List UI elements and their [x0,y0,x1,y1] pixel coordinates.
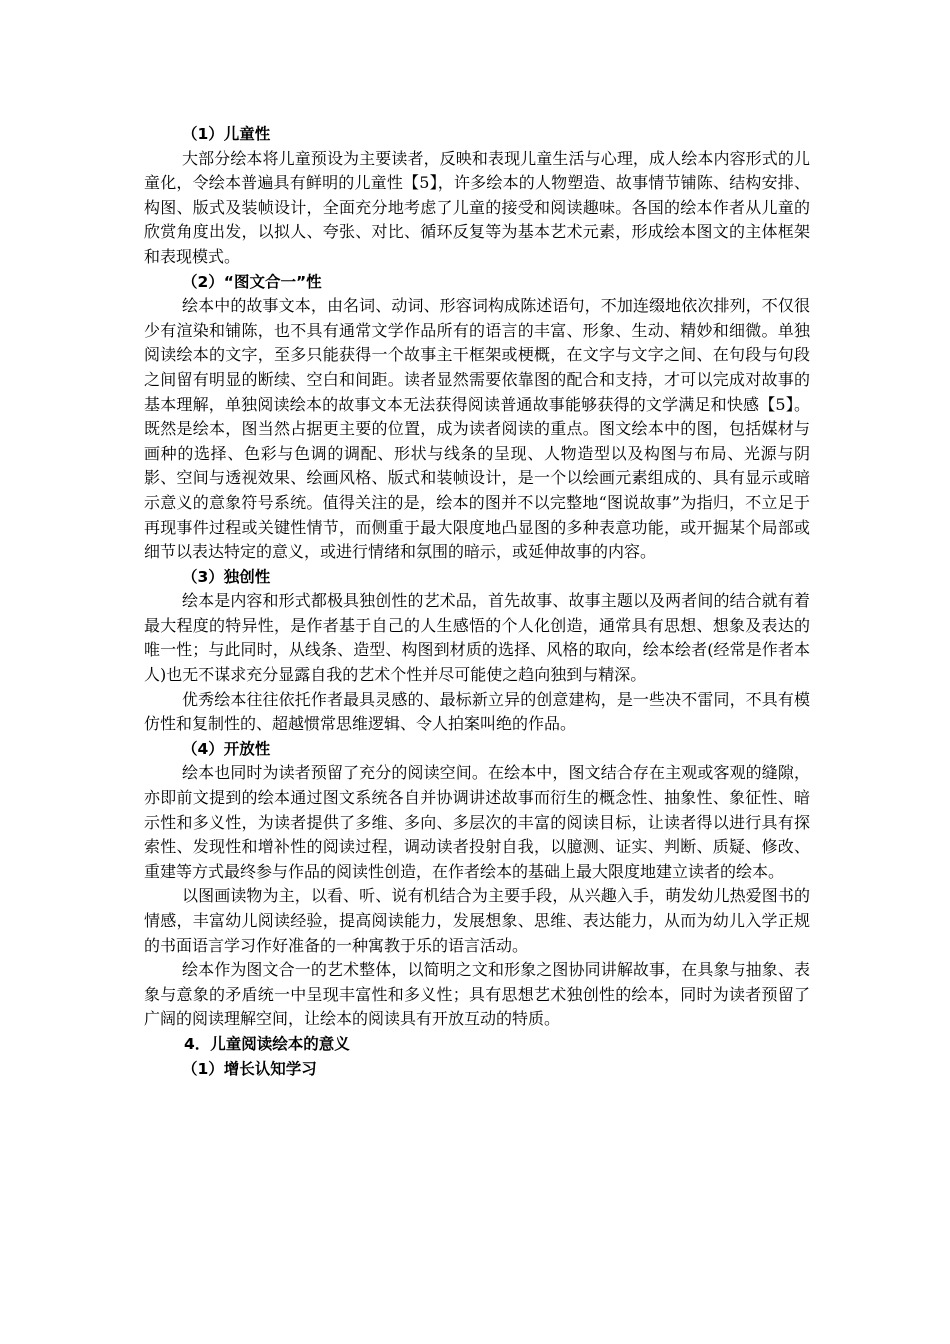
subheading-text-image-unity: （2）“图文合一”性 [182,272,322,291]
subheading-originality: （3）独创性 [182,567,271,586]
paragraph-openness-1: 绘本也同时为读者预留了充分的阅读空间。在绘本中，图文结合存在主观或客观的缝隙，亦即前文提到的绘本通过图文系统各自并协调讲述故事而衍生的概念性、抽象性、象征性、暗示性和多义性，为读者提供了多维、多向、多层次的丰富的阅读目标，让读者得以进行具有探索性、发现性和增补性的阅读过程，调动读者投射自我，以臆测、证实、判断、质疑、修改、重建等方式最终参与作品的阅读性创造，在作者绘本的基础上最大限度地建立读者的绘本。 [144,763,810,881]
paragraph-text-image-unity: 绘本中的故事文本，由名词、动词、形容词构成陈述语句，不加连缀地依次排列，不仅很少有渲染和铺陈，也不具有通常文学作品所有的语言的丰富、形象、生动、精妙和细微。单独阅读绘本的文字，至多只能获得一个故事主干框架或梗概，在文字与文字之间、在句段与句段之间留有明显的断续、空白和间距。读者显然需要依靠图的配合和支持，才可以完成对故事的基本理解，单独阅读绘本的故事文本无法获得阅读普通故事能够获得的文学满足和快感【5】。既然是绘本，图当然占据更主要的位置，成为读者阅读的重点。图文绘本中的图，包括媒材与画种的选择、色彩与色调的调配、形状与线条的呈现、人物造型以及构图与布局、光源与阴影、空间与透视效果、绘画风格、版式和装帧设计，是一个以绘画元素组成的、具有显示或暗示意义的意象符号系统。值得关注的是，绘本的图并不以完整地“图说故事”为指归，不立足于再现事件过程或关键性情节，而侧重于最大限度地凸显图的多种表意功能，或开掘某个局部或细节以表达特定的意义，或进行情绪和氛围的暗示，或延伸故事的内容。 [144,296,810,562]
document-page [144,122,810,1081]
paragraph-openness-2: 以图画读物为主，以看、听、说有机结合为主要手段，从兴趣入手，萌发幼儿热爱图书的情感，丰富幼儿阅读经验，提高阅读能力，发展想象、思维、表达能力，从而为幼儿入学正规的书面语言学习作好准备的一种寓教于乐的语言活动。 [144,886,810,955]
subheading-cognitive-learning: （1）增长认知学习 [182,1059,317,1078]
paragraph-originality-1: 绘本是内容和形式都极具独创性的艺术品，首先故事、故事主题以及两者间的结合就有着最大程度的特异性，是作者基于自己的人生感悟的个人化创造，通常具有思想、想象及表达的唯一性；与此同时，从线条、造型、构图到材质的选择、风格的取向，绘本绘者(经常是作者本人)也无不谋求充分显露自我的艺术个性并尽可能使之趋向独到与精深。 [144,591,810,685]
paragraph-openness-3: 绘本作为图文合一的艺术整体，以简明之文和形象之图协同讲解故事，在具象与抽象、表象与意象的矛盾统一中呈现丰富性和多义性；具有思想艺术独创性的绘本，同时为读者预留了广阔的阅读理解空间，让绘本的阅读具有开放互动的特质。 [144,960,810,1029]
section-heading-significance: 4．儿童阅读绘本的意义 [184,1034,350,1053]
subheading-openness: （4）开放性 [182,739,271,758]
paragraph-childlike: 大部分绘本将儿童预设为主要读者，反映和表现儿童生活与心理，成人绘本内容形式的儿童化，令绘本普遍具有鲜明的儿童性【5】，许多绘本的人物塑造、故事情节铺陈、结构安排、构图、版式及装帧设计，全面充分地考虑了儿童的接受和阅读趣味。各国的绘本作者从儿童的欣赏角度出发，以拟人、夸张、对比、循环反复等为基本艺术元素，形成绘本图文的主体框架和表现模式。 [144,148,810,266]
subheading-childlike: （1）儿童性 [182,125,271,143]
paragraph-originality-2: 优秀绘本往往依托作者最具灵感的、最标新立异的创意建构，是一些决不雷同，不具有模仿性和复制性的、超越惯常思维逻辑、令人拍案叫绝的作品。 [144,689,810,734]
